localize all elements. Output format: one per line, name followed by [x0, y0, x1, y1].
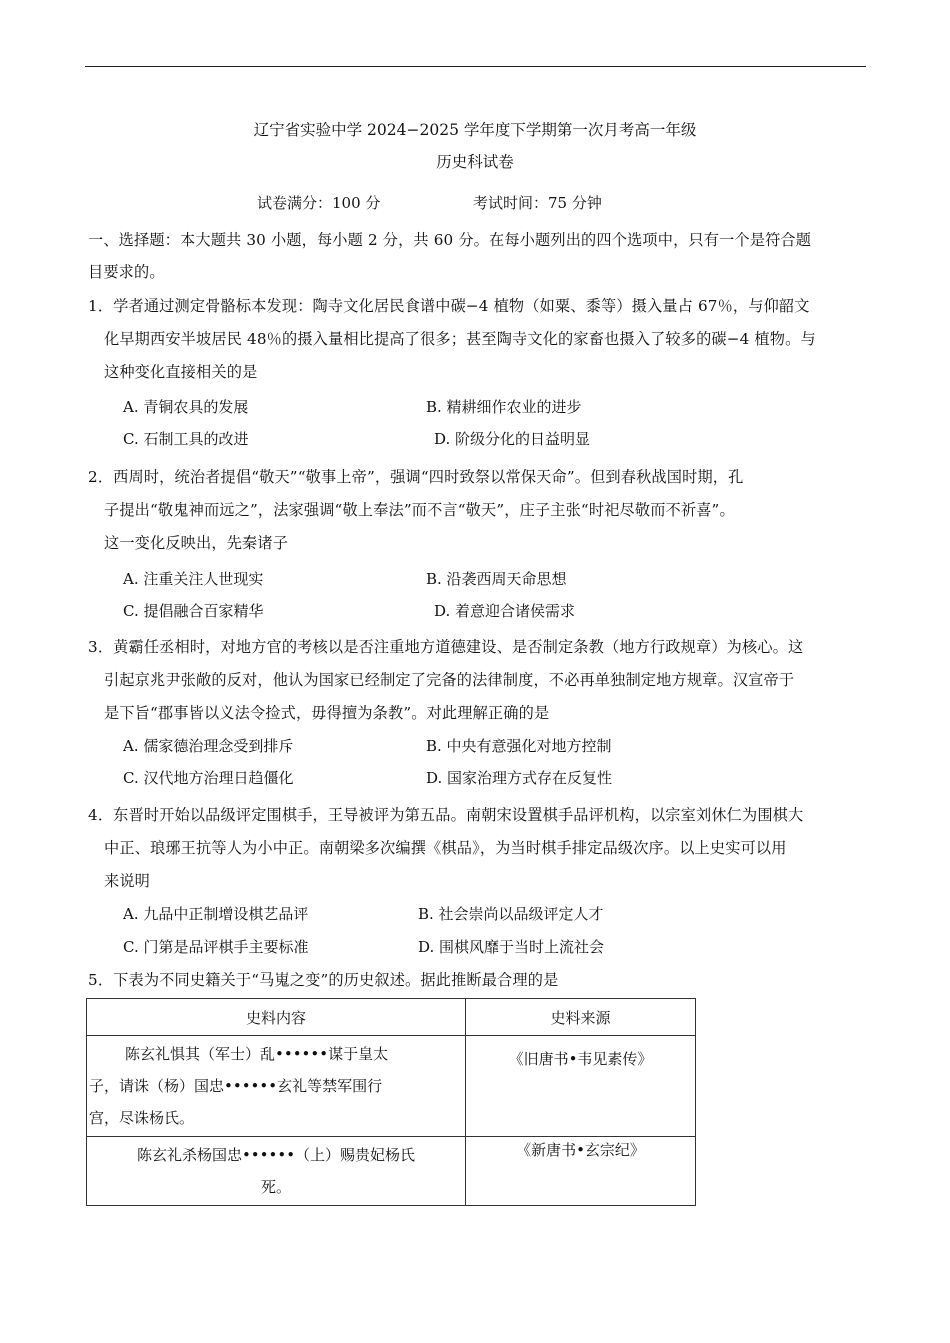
question-text-line: 是下旨“郡事皆以义法令捡式，毋得擅为条教”。对此理解正确的是: [104, 704, 550, 722]
option-a: A. 注重关注人世现实: [123, 570, 264, 588]
cell-text-line: 死。: [260, 1178, 291, 1196]
question-text-line: 4．东晋时开始以品级评定围棋手，王导被评为第五品。南朝宋设置棋手品评机构，以宗室刘休仁为围棋大: [88, 806, 804, 824]
question-text-line: 来说明: [104, 872, 151, 890]
option-c: C. 汉代地方治理日趋僵化: [123, 769, 294, 787]
table-cell-content: [87, 1036, 466, 1137]
option-c: C. 提倡融合百家精华: [123, 602, 264, 620]
table-cell-source: 《旧唐书•韦见素传》: [466, 1036, 696, 1137]
cell-text-line: 陈玄礼杀杨国忠••••••（上）赐贵妃杨氏: [136, 1146, 416, 1164]
cell-text-line: 宫，尽诛杨氏。: [89, 1109, 195, 1127]
table-header-row: [87, 999, 696, 1036]
table-cell-source: 《新唐书•玄宗纪》: [466, 1137, 696, 1206]
table-header-source: 史料来源: [466, 999, 696, 1036]
option-c: C. 门第是品评棋手主要标准: [123, 938, 309, 956]
option-b: B. 社会崇尚以品级评定人才: [418, 905, 604, 923]
full-score: 试卷满分：100 分: [257, 194, 381, 212]
option-b: B. 中央有意强化对地方控制: [426, 737, 612, 755]
section-instruction-line: 一、选择题：本大题共 30 小题，每小题 2 分，共 60 分。在每小题列出的四个选项中，只有一个是符合题: [88, 231, 812, 249]
table-row: [87, 1036, 696, 1137]
exam-title: 辽宁省实验中学 2024−2025 学年度下学期第一次月考高一年级: [253, 121, 697, 139]
option-a: A. 青铜农具的发展: [123, 398, 249, 416]
option-d: D. 着意迎合诸侯需求: [434, 602, 576, 620]
cell-text-line: 陈玄礼惧其（军士）乱••••••谋于皇太: [125, 1045, 389, 1063]
question-text-line: 3．黄霸任丞相时，对地方官的考核以是否注重地方道德建设、是否制定条教（地方行政规章）为核心。这: [88, 638, 804, 656]
table-header-content: 史料内容: [87, 999, 466, 1036]
option-d: D. 国家治理方式存在反复性: [426, 769, 613, 787]
exam-time: 考试时间：75 分钟: [473, 194, 602, 212]
question-text-line: 引起京兆尹张敞的反对，他认为国家已经制定了完备的法律制度，不必再单独制定地方规章。汉宣帝于: [104, 671, 795, 689]
header-rule: [85, 66, 866, 67]
question-text-line: 化早期西安半坡居民 48％的摄入量相比提高了很多；甚至陶寺文化的家畜也摄入了较多的碳−4 植物。与: [104, 330, 816, 348]
question-text-line: 这一变化反映出，先秦诸子: [104, 534, 289, 552]
table-row: [87, 1137, 696, 1206]
option-d: D. 阶级分化的日益明显: [434, 430, 591, 448]
question-text-line: 这种变化直接相关的是: [104, 363, 258, 381]
question-text-line: 中正、琅琊王抗等人为小中正。南朝梁多次编撰《棋品》，为当时棋手排定品级次序。以上史实可以用: [104, 839, 787, 857]
option-c: C. 石制工具的改进: [123, 430, 249, 448]
option-d: D. 围棋风靡于当时上流社会: [418, 938, 605, 956]
historical-sources-table: [86, 998, 696, 1206]
subject-title: 历史科试卷: [436, 153, 514, 171]
option-a: A. 九品中正制增设棋艺品评: [123, 905, 309, 923]
question-text-line: 5．下表为不同史籍关于“马嵬之变”的历史叙述。据此推断最合理的是: [88, 971, 559, 989]
option-b: B. 精耕细作农业的进步: [426, 398, 582, 416]
question-text-line: 1．学者通过测定骨骼标本发现：陶寺文化居民食谱中碳−4 植物（如粟、黍等）摄入量占 67％，与仰韶文: [88, 297, 810, 315]
question-text-line: 子提出“敬鬼神而远之”，法家强调“敬上奉法”而不言“敬天”，庄子主张“时祀尽敬而不祈喜”。: [104, 501, 735, 519]
table-cell-content: [87, 1137, 466, 1206]
option-a: A. 儒家德治理念受到排斥: [123, 737, 294, 755]
option-b: B. 沿袭西周天命思想: [426, 570, 567, 588]
cell-text-line: 子，请诛（杨）国忠••••••玄礼等禁军围行: [89, 1077, 383, 1095]
section-instruction-line: 目要求的。: [88, 263, 165, 281]
question-text-line: 2．西周时，统治者提倡“敬天”“敬事上帝”，强调“四时致祭以常保天命”。但到春秋战国时期，孔: [88, 468, 744, 486]
